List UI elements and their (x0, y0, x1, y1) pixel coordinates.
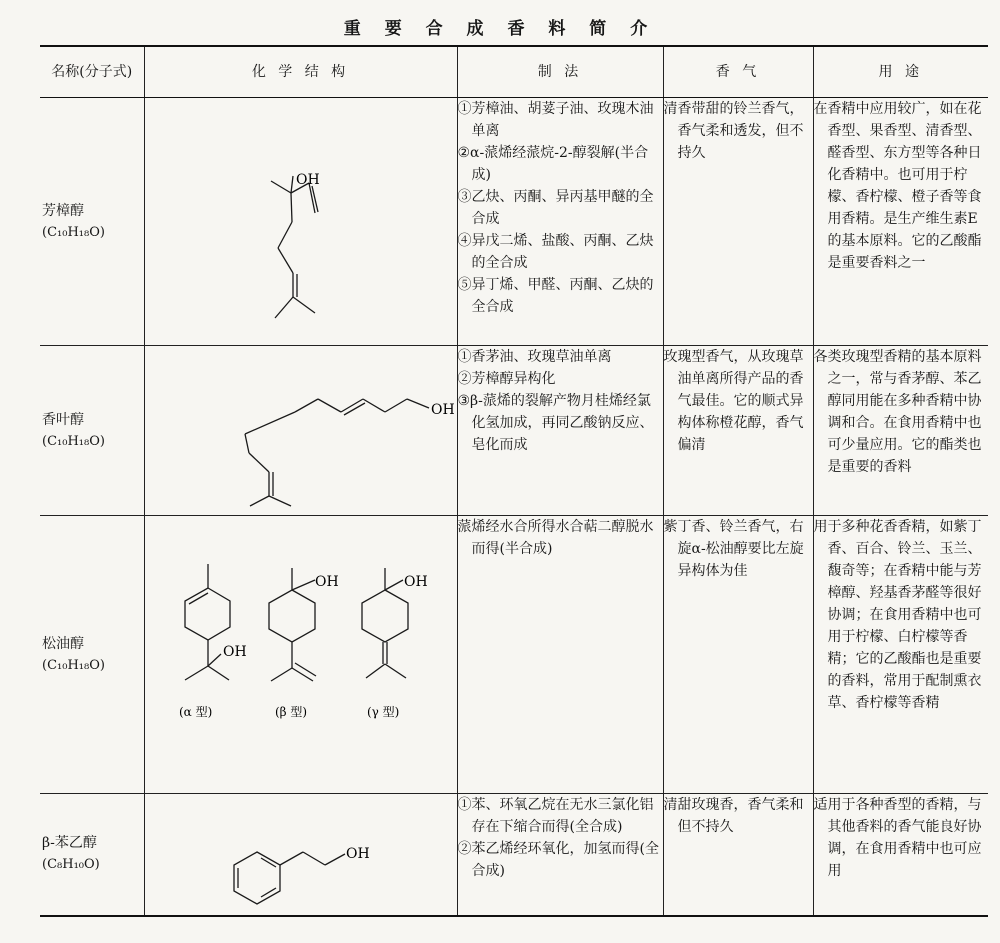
use-text: 适用于各种香型的香精，与其他香料的香气能良好协调，在食用香精中也可应用 (813, 797, 982, 879)
structure-cell (144, 98, 457, 346)
row-name-cell (40, 516, 144, 794)
aroma-text: 紫丁香、铃兰香气，右旋α-松油醇要比左旋异构体为佳 (663, 519, 804, 579)
row-name-cell (40, 98, 144, 346)
use-text: 在香精中应用较广，如在花香型、果香型、清香型、醛香型、东方型等各种日化香精中。也可用于柠檬、香柠檬、橙子香等食用香精。是生产维生素E的基本原料。它的乙酸酯是重要香料之一 (813, 101, 982, 271)
compound-name: β-苯乙醇 (42, 835, 97, 852)
geraniol-structure (145, 346, 458, 514)
table-row (40, 98, 988, 346)
row-name-cell (40, 346, 144, 516)
phenylethanol-structure (145, 794, 458, 914)
structure-caption-beta: (β 型) (274, 705, 307, 719)
method-item: ②芳樟醇异构化 (457, 371, 556, 387)
aroma-cell (663, 794, 813, 916)
header-name: 名称(分子式) (40, 46, 144, 98)
method-item: ①芳樟油、胡荽子油、玫瑰木油单离 (457, 101, 654, 139)
linalool-structure (145, 98, 458, 344)
structure-cell (144, 346, 457, 516)
terpineol-structures (145, 516, 458, 792)
aroma-text: 清甜玫瑰香，香气柔和但不持久 (663, 797, 804, 835)
method-item: ③乙炔、丙酮、异丙基甲醚的全合成 (457, 189, 654, 227)
aroma-cell (663, 346, 813, 516)
row-name-cell (40, 794, 144, 916)
structure-label-oh: OH (430, 402, 455, 418)
method-item: ④异戊二烯、盐酸、丙酮、乙炔的全合成 (457, 233, 654, 271)
aroma-cell (663, 516, 813, 794)
structure-label-oh: OH (222, 644, 247, 660)
method-item: ②苯乙烯经环氧化，加氢而得(全合成) (457, 841, 659, 879)
compound-name: 芳樟醇 (42, 202, 84, 219)
compound-formula: (C₈H₁₀O) (42, 857, 100, 873)
use-cell (813, 794, 988, 916)
structure-label-oh: OH (403, 574, 428, 590)
header-use: 用 途 (813, 46, 988, 98)
header-aroma: 香 气 (663, 46, 813, 98)
method-cell (457, 98, 663, 346)
method-item: ②α-蒎烯经蒎烷-2-醇裂解(半合成) (457, 145, 649, 183)
fragrance-table (40, 45, 988, 917)
structure-caption-alpha: (α 型) (178, 705, 212, 719)
use-text: 各类玫瑰型香精的基本原料之一，常与香茅醇、苯乙醇同用能在多种香精中协调和合。在食用香精中也可少量应用。它的酯类也是重要的香料 (813, 349, 982, 475)
method-item: ①苯、环氧乙烷在无水三氯化铝存在下缩合而得(全合成) (457, 797, 654, 835)
header-structure: 化 学 结 构 (144, 46, 457, 98)
table-row (40, 516, 988, 794)
compound-formula: (C₁₀H₁₈O) (42, 433, 105, 449)
header-method: 制 法 (457, 46, 663, 98)
page-title: 重 要 合 成 香 料 简 介 (343, 19, 657, 39)
structure-caption-gamma: (γ 型) (366, 705, 399, 719)
structure-cell (144, 516, 457, 794)
structure-label-oh: OH (295, 172, 320, 188)
compound-name: 松油醇 (42, 635, 84, 652)
header-row (40, 46, 988, 98)
method-cell (457, 346, 663, 516)
method-cell (457, 516, 663, 794)
use-cell (813, 346, 988, 516)
structure-label-oh: OH (314, 574, 339, 590)
compound-formula: (C₁₀H₁₈O) (42, 224, 105, 240)
use-text: 用于多种花香香精，如紫丁香、百合、铃兰、玉兰、馥奇等；在香精中能与芳樟醇、羟基香茅醛等很好协调；在食用香精中也可用于柠檬、白柠檬等香精；它的乙酸酯也是重要的香料，常用于配制熏衣草、香柠檬等香精 (813, 519, 982, 711)
table-row (40, 794, 988, 916)
method-item: ③β-蒎烯的裂解产物月桂烯经氯化氢加成，再同乙酸钠反应、皂化而成 (457, 393, 654, 453)
compound-formula: (C₁₀H₁₈O) (42, 657, 105, 673)
use-cell (813, 516, 988, 794)
method-cell (457, 794, 663, 916)
aroma-cell (663, 98, 813, 346)
table-row (40, 346, 988, 516)
method-item: ⑤异丁烯、甲醛、丙酮、乙炔的全合成 (457, 277, 654, 315)
aroma-text: 玫瑰型香气，从玫瑰草油单离所得产品的香气最佳。它的顺式异构体称橙花醇，香气偏清 (663, 349, 804, 453)
structure-label-oh: OH (345, 846, 370, 862)
use-cell (813, 98, 988, 346)
method-item: ①香茅油、玫瑰草油单离 (457, 349, 612, 365)
aroma-text: 清香带甜的铃兰香气，香气柔和透发，但不持久 (663, 101, 804, 161)
method-item: 蒎烯经水合所得水合萜二醇脱水而得(半合成) (457, 519, 654, 557)
compound-name: 香叶醇 (42, 411, 84, 428)
structure-cell (144, 794, 457, 916)
